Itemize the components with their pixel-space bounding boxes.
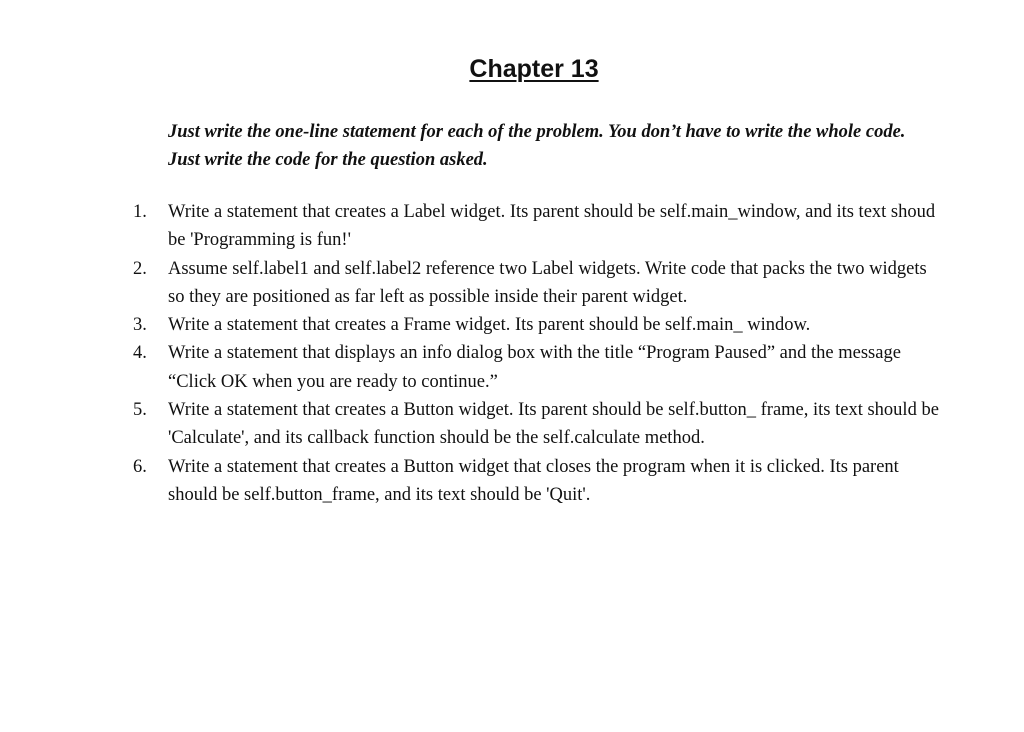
question-list (133, 198, 943, 509)
question-number: 5. (133, 400, 147, 421)
question-number: 1. (133, 202, 147, 222)
question-item-6 (133, 453, 943, 510)
question-item-5 (133, 396, 943, 453)
question-item-1 (133, 198, 943, 255)
question-number: 3. (133, 315, 147, 336)
question-text: Write a statement that creates a Label widget. Its parent should be self.main_window, and its text shoud be 'Programming is fun!' (168, 202, 936, 251)
question-text: Assume self.label1 and self.label2 reference two Label widgets. Write code that packs the two widgets so they are positioned as far left as possible inside their parent widget. (168, 258, 927, 307)
question-number: 4. (133, 343, 147, 364)
question-text: Write a statement that creates a Button widget. Its parent should be self.button_ frame, its text should be 'Calculate', and its callback function should be the self.calculate method. (168, 400, 939, 449)
question-text: Write a statement that creates a Button widget that closes the program when it is clicked. Its parent should be self.button_frame, and its text should be 'Quit'. (168, 456, 899, 505)
question-number: 6. (133, 456, 147, 477)
question-number: 2. (133, 258, 147, 279)
chapter-title (0, 52, 1024, 86)
question-text: Write a statement that displays an info dialog box with the title “Program Paused” and the message “Click OK when you are ready to continue.” (168, 343, 901, 392)
question-text: Write a statement that creates a Frame widget. Its parent should be self.main_ window. (168, 315, 811, 336)
question-item-3 (133, 311, 943, 339)
question-item-4 (133, 339, 943, 396)
chapter-title-text: Chapter 13 (469, 55, 599, 83)
instructions-paragraph: Just write the one-line statement for each of the problem. You don’t have to write the whole code. Just write the code for the question asked. (168, 122, 906, 170)
question-item-2 (133, 255, 943, 312)
